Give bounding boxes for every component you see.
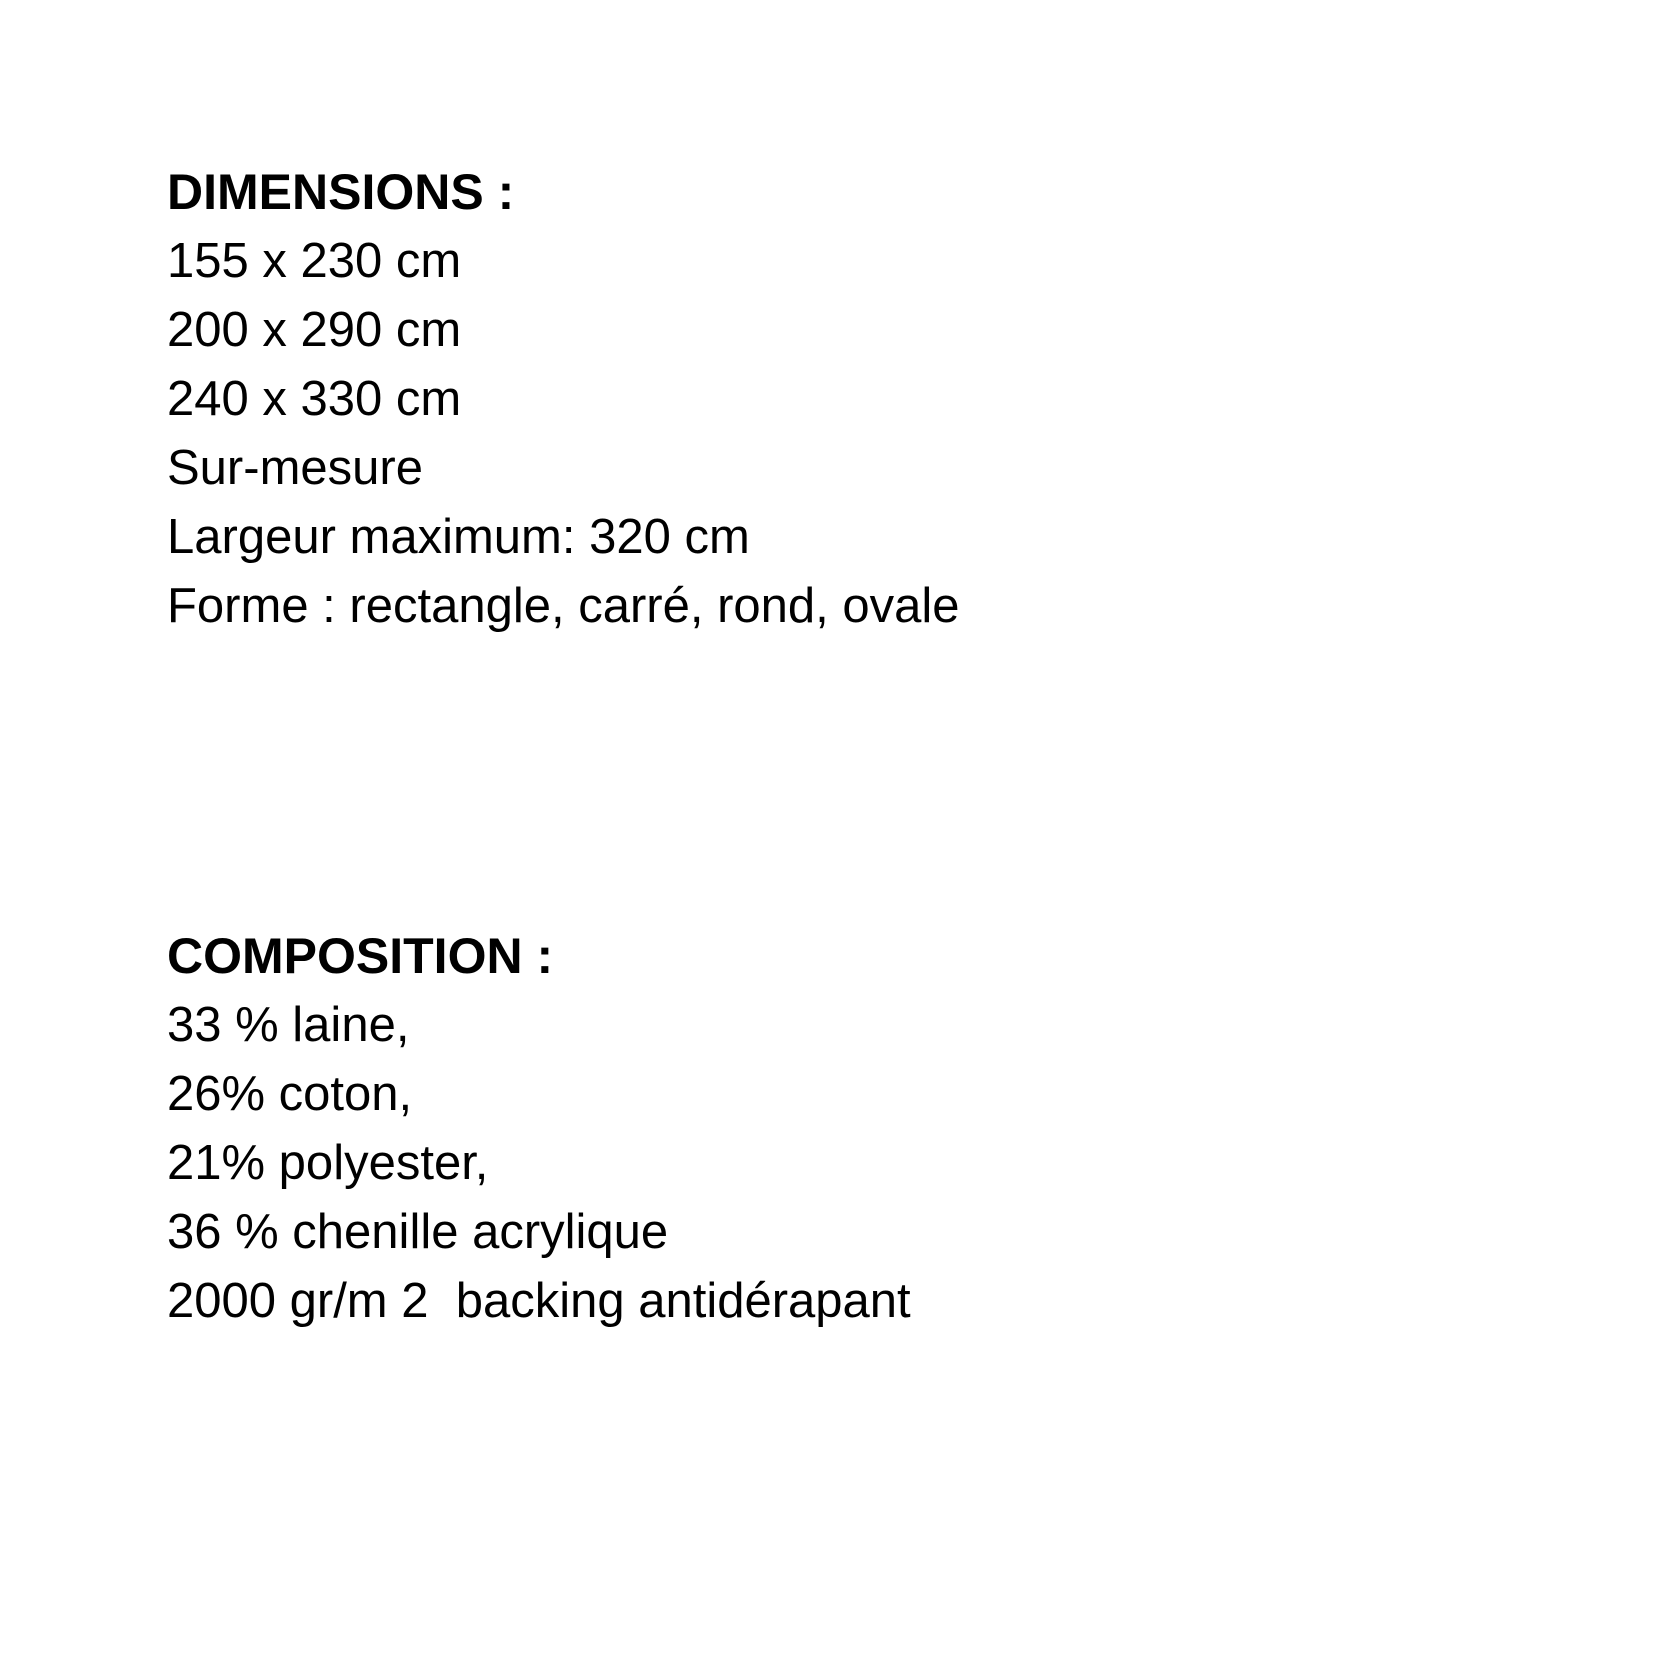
dimension-size-200x290: 200 x 290 cm bbox=[167, 303, 462, 357]
composition-heading: COMPOSITION : bbox=[167, 928, 554, 984]
dimension-size-155x230: 155 x 230 cm bbox=[167, 234, 462, 288]
composition-cotton: 26% coton, bbox=[167, 1067, 413, 1121]
dimensions-section bbox=[167, 158, 1467, 641]
dimension-custom: Sur-mesure bbox=[167, 441, 423, 495]
composition-polyester: 21% polyester, bbox=[167, 1136, 489, 1190]
dimension-shapes: Forme : rectangle, carré, rond, ovale bbox=[167, 579, 960, 633]
composition-chenille: 36 % chenille acrylique bbox=[167, 1205, 669, 1259]
composition-section bbox=[167, 922, 1467, 1336]
dimension-size-240x330: 240 x 330 cm bbox=[167, 372, 462, 426]
dimension-max-width: Largeur maximum: 320 cm bbox=[167, 510, 750, 564]
composition-wool: 33 % laine, bbox=[167, 998, 410, 1052]
dimensions-heading: DIMENSIONS : bbox=[167, 164, 515, 220]
composition-weight-backing: 2000 gr/m 2 backing antidérapant bbox=[167, 1274, 911, 1328]
